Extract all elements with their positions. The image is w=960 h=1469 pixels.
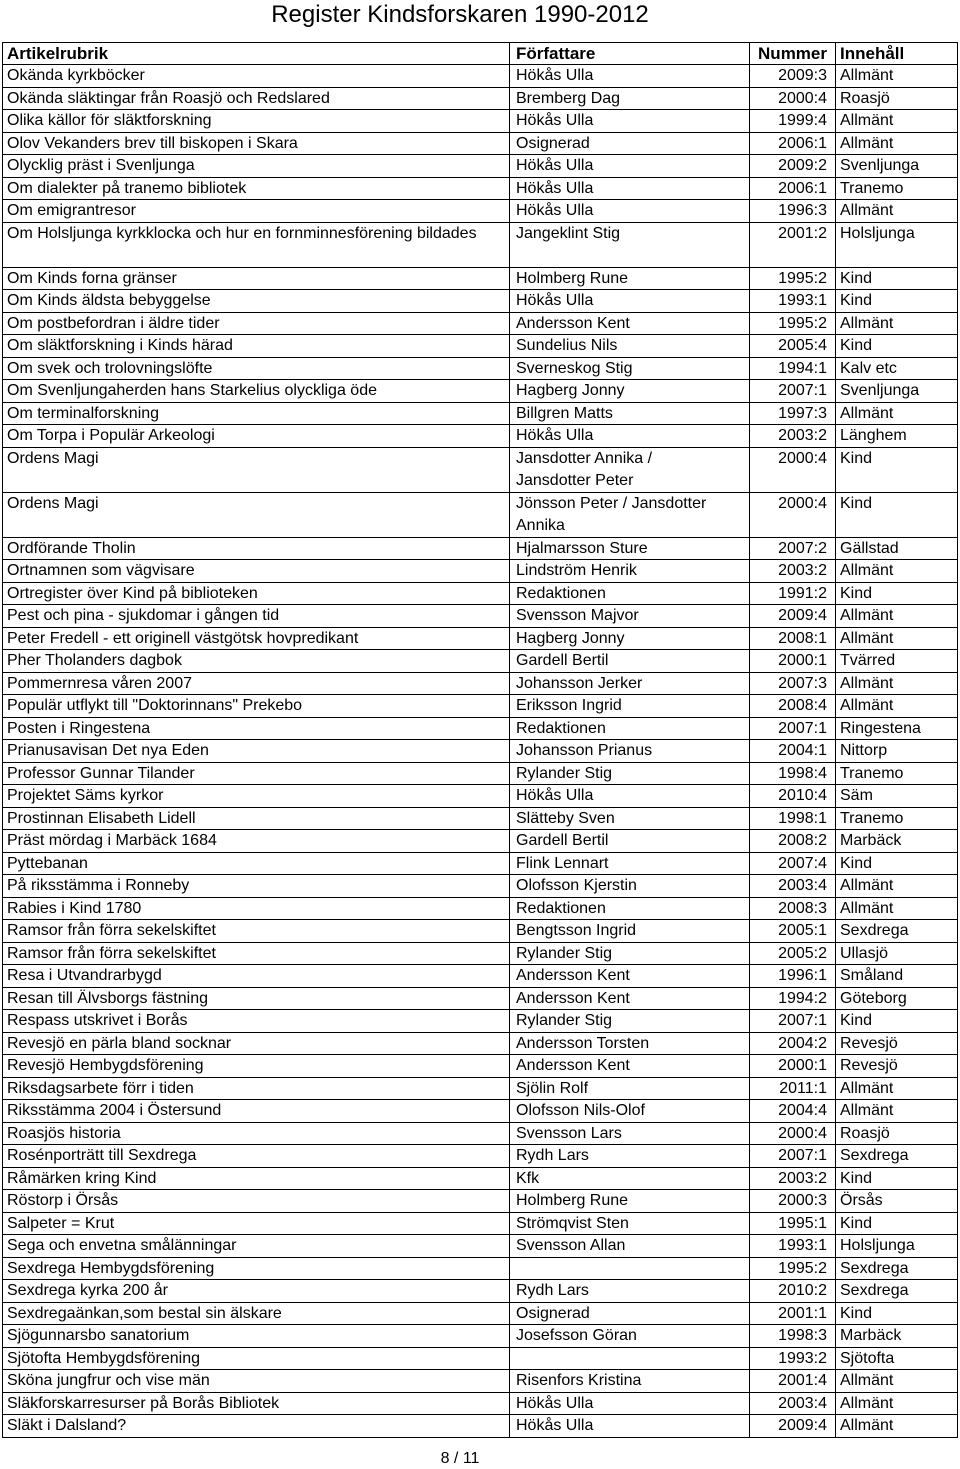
cell-author: Hökås Ulla	[510, 178, 750, 200]
table-row	[2, 1348, 958, 1371]
cell-author: Gardell Bertil	[510, 830, 750, 852]
cell-content: Länghem	[836, 425, 958, 447]
cell-author: Rylander Stig	[510, 763, 750, 785]
cell-author	[510, 1348, 750, 1370]
cell-author: Osignerad	[510, 1303, 750, 1325]
cell-number: 2008:1	[750, 628, 836, 650]
cell-title: Projektet Säms kyrkor	[2, 785, 510, 807]
cell-author: Hjalmarsson Sture	[510, 538, 750, 560]
table-row	[2, 1168, 958, 1191]
cell-content: Allmänt	[836, 875, 958, 897]
cell-author: Olofsson Nils-Olof	[510, 1100, 750, 1122]
cell-author: Eriksson Ingrid	[510, 695, 750, 717]
cell-author: Gardell Bertil	[510, 650, 750, 672]
cell-content: Tranemo	[836, 763, 958, 785]
cell-number: 2000:1	[750, 1055, 836, 1077]
cell-number: 2007:4	[750, 853, 836, 875]
cell-author: Hökås Ulla	[510, 1393, 750, 1415]
cell-number: 1994:1	[750, 358, 836, 380]
table-row	[2, 943, 958, 966]
cell-title: Ortregister över Kind på biblioteken	[2, 583, 510, 605]
cell-title: Präst mördag i Marbäck 1684	[2, 830, 510, 852]
cell-author: Strömqvist Sten	[510, 1213, 750, 1235]
cell-title: Rosénporträtt till Sexdrega	[2, 1145, 510, 1167]
cell-number: 1993:1	[750, 290, 836, 312]
table-row	[2, 358, 958, 381]
cell-content: Nittorp	[836, 740, 958, 762]
table-row	[2, 403, 958, 426]
table-row	[2, 335, 958, 358]
cell-content: Allmänt	[836, 313, 958, 335]
cell-number: 1993:2	[750, 1348, 836, 1370]
cell-number: 1998:1	[750, 808, 836, 830]
cell-author: Jangeklint Stig	[510, 223, 750, 267]
cell-author: Andersson Kent	[510, 313, 750, 335]
cell-author: Hagberg Jonny	[510, 628, 750, 650]
cell-author: Jönsson Peter / Jansdotter Annika	[510, 493, 750, 537]
cell-author: Lindström Henrik	[510, 560, 750, 582]
cell-title: Resa i Utvandrarbygd	[2, 965, 510, 987]
cell-number: 2011:1	[750, 1078, 836, 1100]
cell-number: 2005:4	[750, 335, 836, 357]
cell-title: Röstorp i Örsås	[2, 1190, 510, 1212]
cell-title: Professor Gunnar Tilander	[2, 763, 510, 785]
cell-title: Ordens Magi	[2, 448, 510, 492]
cell-author: Redaktionen	[510, 718, 750, 740]
cell-number: 2000:1	[750, 650, 836, 672]
cell-title: Ordförande Tholin	[2, 538, 510, 560]
cell-author: Sundelius Nils	[510, 335, 750, 357]
cell-author: Andersson Kent	[510, 965, 750, 987]
cell-author: Johansson Jerker	[510, 673, 750, 695]
table-row	[2, 268, 958, 291]
cell-content: Revesjö	[836, 1033, 958, 1055]
cell-number: 1997:3	[750, 403, 836, 425]
table-row	[2, 695, 958, 718]
cell-title: Råmärken kring Kind	[2, 1168, 510, 1190]
table-row	[2, 88, 958, 111]
cell-title: Prostinnan Elisabeth Lidell	[2, 808, 510, 830]
cell-number: 1995:2	[750, 313, 836, 335]
cell-author: Slätteby Sven	[510, 808, 750, 830]
cell-author: Hökås Ulla	[510, 425, 750, 447]
cell-number: 2008:4	[750, 695, 836, 717]
cell-number: 2009:4	[750, 605, 836, 627]
cell-content: Allmänt	[836, 560, 958, 582]
cell-number: 2009:3	[750, 65, 836, 87]
cell-content: Kind	[836, 1213, 958, 1235]
cell-content: Ullasjö	[836, 943, 958, 965]
cell-content: Allmänt	[836, 898, 958, 920]
cell-title: Om Kinds äldsta bebyggelse	[2, 290, 510, 312]
cell-content: Tranemo	[836, 808, 958, 830]
cell-content: Kalv etc	[836, 358, 958, 380]
cell-content: Kind	[836, 1168, 958, 1190]
cell-title: Sexdrega kyrka 200 år	[2, 1280, 510, 1302]
cell-author: Bremberg Dag	[510, 88, 750, 110]
table-row	[2, 1123, 958, 1146]
cell-author: Sjölin Rolf	[510, 1078, 750, 1100]
table-row	[2, 965, 958, 988]
cell-author: Josefsson Göran	[510, 1325, 750, 1347]
cell-title: Olika källor för släktforskning	[2, 110, 510, 132]
table-row	[2, 380, 958, 403]
cell-title: Pest och pina - sjukdomar i gången tid	[2, 605, 510, 627]
cell-title: Respass utskrivet i Borås	[2, 1010, 510, 1032]
table-row	[2, 650, 958, 673]
cell-title: Olov Vekanders brev till biskopen i Skara	[2, 133, 510, 155]
cell-content: Kind	[836, 290, 958, 312]
cell-author: Risenfors Kristina	[510, 1370, 750, 1392]
cell-title: Om terminalforskning	[2, 403, 510, 425]
cell-author: Hagberg Jonny	[510, 380, 750, 402]
table-row	[2, 1213, 958, 1236]
table-row	[2, 65, 958, 88]
cell-author: Flink Lennart	[510, 853, 750, 875]
cell-title: Sexdrega Hembygdsförening	[2, 1258, 510, 1280]
cell-content: Holsljunga	[836, 1235, 958, 1257]
table-row	[2, 583, 958, 606]
column-header-content: Innehåll	[836, 43, 958, 64]
cell-title: Om svek och trolovningslöfte	[2, 358, 510, 380]
cell-number: 2006:1	[750, 178, 836, 200]
cell-title: Posten i Ringestena	[2, 718, 510, 740]
column-header-number: Nummer	[750, 43, 836, 64]
cell-number: 2001:4	[750, 1370, 836, 1392]
cell-content: Revesjö	[836, 1055, 958, 1077]
cell-content: Kind	[836, 1010, 958, 1032]
cell-content: Svenljunga	[836, 155, 958, 177]
cell-title: Om Torpa i Populär Arkeologi	[2, 425, 510, 447]
table-row	[2, 898, 958, 921]
cell-title: Sjögunnarsbo sanatorium	[2, 1325, 510, 1347]
cell-number: 1994:2	[750, 988, 836, 1010]
cell-title: Sköna jungfrur och vise män	[2, 1370, 510, 1392]
cell-title: Om släktforskning i Kinds härad	[2, 335, 510, 357]
cell-number: 2004:1	[750, 740, 836, 762]
cell-number: 2009:2	[750, 155, 836, 177]
cell-content: Sexdrega	[836, 920, 958, 942]
cell-author: Hökås Ulla	[510, 110, 750, 132]
table-row	[2, 223, 958, 268]
cell-number: 1995:2	[750, 268, 836, 290]
cell-author: Bengtsson Ingrid	[510, 920, 750, 942]
cell-title: Sexdregaänkan,som bestal sin älskare	[2, 1303, 510, 1325]
table-row	[2, 785, 958, 808]
cell-author: Holmberg Rune	[510, 268, 750, 290]
cell-author: Rydh Lars	[510, 1145, 750, 1167]
page-number: 8 / 11	[440, 1450, 480, 1467]
cell-title: Om Holsljunga kyrkklocka och hur en fornminnesförening bildades	[2, 223, 510, 267]
table-row	[2, 740, 958, 763]
cell-author: Olofsson Kjerstin	[510, 875, 750, 897]
cell-author: Hökås Ulla	[510, 290, 750, 312]
table-row	[2, 830, 958, 853]
cell-author: Jansdotter Annika / Jansdotter Peter	[510, 448, 750, 492]
column-header-author: Författare	[510, 43, 750, 64]
table-row	[2, 313, 958, 336]
cell-content: Marbäck	[836, 1325, 958, 1347]
cell-title: Ortnamnen som vägvisare	[2, 560, 510, 582]
cell-title: Släkt i Dalsland?	[2, 1415, 510, 1437]
table-row	[2, 763, 958, 786]
cell-number: 2000:4	[750, 88, 836, 110]
cell-author: Hökås Ulla	[510, 1415, 750, 1437]
cell-title: Sega och envetna smålänningar	[2, 1235, 510, 1257]
cell-number: 1993:1	[750, 1235, 836, 1257]
cell-number: 2003:4	[750, 1393, 836, 1415]
cell-number: 2004:4	[750, 1100, 836, 1122]
cell-number: 2007:1	[750, 1145, 836, 1167]
cell-number: 1998:3	[750, 1325, 836, 1347]
cell-content: Ringestena	[836, 718, 958, 740]
cell-title: Om dialekter på tranemo bibliotek	[2, 178, 510, 200]
cell-title: Roasjös historia	[2, 1123, 510, 1145]
cell-author: Sverneskog Stig	[510, 358, 750, 380]
cell-title: Revesjö en pärla bland socknar	[2, 1033, 510, 1055]
table-row	[2, 1280, 958, 1303]
cell-author: Redaktionen	[510, 898, 750, 920]
cell-content: Kind	[836, 268, 958, 290]
cell-title: Om Kinds forna gränser	[2, 268, 510, 290]
cell-number: 2000:3	[750, 1190, 836, 1212]
cell-title: Rabies i Kind 1780	[2, 898, 510, 920]
table-row	[2, 1325, 958, 1348]
table-row	[2, 425, 958, 448]
table-row	[2, 808, 958, 831]
cell-content: Sexdrega	[836, 1258, 958, 1280]
cell-content: Kind	[836, 448, 958, 492]
cell-title: Okända kyrkböcker	[2, 65, 510, 87]
cell-number: 2003:2	[750, 560, 836, 582]
cell-content: Roasjö	[836, 1123, 958, 1145]
cell-content: Allmänt	[836, 133, 958, 155]
cell-content: Kind	[836, 583, 958, 605]
cell-author: Andersson Kent	[510, 1055, 750, 1077]
table-row	[2, 1190, 958, 1213]
cell-title: Pher Tholanders dagbok	[2, 650, 510, 672]
cell-number: 1998:4	[750, 763, 836, 785]
cell-author: Svensson Majvor	[510, 605, 750, 627]
table-row	[2, 538, 958, 561]
cell-content: Göteborg	[836, 988, 958, 1010]
table-row	[2, 718, 958, 741]
cell-author: Svensson Lars	[510, 1123, 750, 1145]
cell-title: På riksstämma i Ronneby	[2, 875, 510, 897]
cell-content: Sjötofta	[836, 1348, 958, 1370]
table-row	[2, 1370, 958, 1393]
cell-content: Allmänt	[836, 1415, 958, 1437]
cell-author: Kfk	[510, 1168, 750, 1190]
cell-title: Revesjö Hembygdsförening	[2, 1055, 510, 1077]
table-header-row	[2, 42, 958, 65]
table-row	[2, 853, 958, 876]
cell-content: Kind	[836, 853, 958, 875]
cell-content: Sexdrega	[836, 1280, 958, 1302]
table-row	[2, 1258, 958, 1281]
article-register-table	[2, 42, 958, 1438]
cell-author: Rylander Stig	[510, 943, 750, 965]
cell-number: 1995:1	[750, 1213, 836, 1235]
table-row	[2, 290, 958, 313]
cell-number: 1995:2	[750, 1258, 836, 1280]
cell-title: Populär utflykt till "Doktorinnans" Prekebo	[2, 695, 510, 717]
cell-content: Tranemo	[836, 178, 958, 200]
cell-author: Rydh Lars	[510, 1280, 750, 1302]
cell-content: Allmänt	[836, 673, 958, 695]
table-row	[2, 1393, 958, 1416]
cell-content: Allmänt	[836, 1370, 958, 1392]
cell-number: 2007:2	[750, 538, 836, 560]
cell-number: 2005:2	[750, 943, 836, 965]
table-row	[2, 1100, 958, 1123]
table-row	[2, 1055, 958, 1078]
cell-author: Svensson Allan	[510, 1235, 750, 1257]
cell-author: Johansson Prianus	[510, 740, 750, 762]
cell-number: 2000:4	[750, 1123, 836, 1145]
cell-title: Ramsor från förra sekelskiftet	[2, 943, 510, 965]
table-row	[2, 605, 958, 628]
table-row	[2, 448, 958, 493]
cell-number: 2001:1	[750, 1303, 836, 1325]
cell-number: 2007:1	[750, 380, 836, 402]
cell-number: 2008:2	[750, 830, 836, 852]
cell-title: Om emigrantresor	[2, 200, 510, 222]
cell-number: 2007:1	[750, 1010, 836, 1032]
cell-number: 2007:3	[750, 673, 836, 695]
cell-author: Billgren Matts	[510, 403, 750, 425]
table-row	[2, 628, 958, 651]
table-row	[2, 988, 958, 1011]
cell-content: Allmänt	[836, 1393, 958, 1415]
cell-number: 2004:2	[750, 1033, 836, 1055]
column-header-title: Artikelrubrik	[2, 43, 510, 64]
table-row	[2, 1303, 958, 1326]
cell-title: Släkforskarresurser på Borås Bibliotek	[2, 1393, 510, 1415]
cell-number: 1991:2	[750, 583, 836, 605]
cell-title: Riksstämma 2004 i Östersund	[2, 1100, 510, 1122]
cell-title: Ordens Magi	[2, 493, 510, 537]
table-row	[2, 1010, 958, 1033]
cell-number: 2003:2	[750, 425, 836, 447]
cell-title: Riksdagsarbete förr i tiden	[2, 1078, 510, 1100]
table-row	[2, 1235, 958, 1258]
table-row	[2, 133, 958, 156]
cell-content: Allmänt	[836, 403, 958, 425]
cell-number: 2000:4	[750, 448, 836, 492]
cell-title: Peter Fredell - ett originell västgötsk hovpredikant	[2, 628, 510, 650]
cell-number: 2006:1	[750, 133, 836, 155]
cell-number: 2005:1	[750, 920, 836, 942]
cell-author: Hökås Ulla	[510, 200, 750, 222]
table-row	[2, 1145, 958, 1168]
cell-number: 2001:2	[750, 223, 836, 267]
table-row	[2, 200, 958, 223]
cell-number: 2003:2	[750, 1168, 836, 1190]
cell-title: Om Svenljungaherden hans Starkelius olyckliga öde	[2, 380, 510, 402]
cell-content: Holsljunga	[836, 223, 958, 267]
cell-number: 1996:3	[750, 200, 836, 222]
cell-content: Allmänt	[836, 695, 958, 717]
table-row	[2, 920, 958, 943]
cell-author: Rylander Stig	[510, 1010, 750, 1032]
cell-author: Hökås Ulla	[510, 155, 750, 177]
cell-content: Allmänt	[836, 1078, 958, 1100]
cell-number: 2010:4	[750, 785, 836, 807]
cell-title: Okända släktingar från Roasjö och Redslared	[2, 88, 510, 110]
table-row	[2, 560, 958, 583]
table-row	[2, 155, 958, 178]
cell-content: Kind	[836, 1303, 958, 1325]
cell-number: 2000:4	[750, 493, 836, 537]
cell-title: Olycklig präst i Svenljunga	[2, 155, 510, 177]
cell-content: Säm	[836, 785, 958, 807]
cell-content: Kind	[836, 335, 958, 357]
cell-content: Roasjö	[836, 88, 958, 110]
cell-author	[510, 1258, 750, 1280]
cell-content: Tvärred	[836, 650, 958, 672]
cell-content: Örsås	[836, 1190, 958, 1212]
cell-author: Redaktionen	[510, 583, 750, 605]
cell-title: Prianusavisan Det nya Eden	[2, 740, 510, 762]
cell-author: Andersson Torsten	[510, 1033, 750, 1055]
cell-content: Småland	[836, 965, 958, 987]
cell-title: Pommernresa våren 2007	[2, 673, 510, 695]
cell-number: 2010:2	[750, 1280, 836, 1302]
cell-title: Salpeter = Krut	[2, 1213, 510, 1235]
cell-author: Hökås Ulla	[510, 65, 750, 87]
cell-title: Resan till Älvsborgs fästning	[2, 988, 510, 1010]
cell-number: 2009:4	[750, 1415, 836, 1437]
cell-content: Svenljunga	[836, 380, 958, 402]
cell-content: Kind	[836, 493, 958, 537]
cell-author: Andersson Kent	[510, 988, 750, 1010]
table-row	[2, 1033, 958, 1056]
cell-content: Allmänt	[836, 200, 958, 222]
cell-content: Sexdrega	[836, 1145, 958, 1167]
cell-number: 1996:1	[750, 965, 836, 987]
cell-content: Marbäck	[836, 830, 958, 852]
table-row	[2, 1078, 958, 1101]
cell-number: 2007:1	[750, 718, 836, 740]
cell-title: Pyttebanan	[2, 853, 510, 875]
table-row	[2, 178, 958, 201]
table-row	[2, 110, 958, 133]
cell-content: Allmänt	[836, 628, 958, 650]
cell-number: 2008:3	[750, 898, 836, 920]
table-row	[2, 493, 958, 538]
cell-author: Hökås Ulla	[510, 785, 750, 807]
table-row	[2, 875, 958, 898]
cell-content: Allmänt	[836, 605, 958, 627]
cell-content: Gällstad	[836, 538, 958, 560]
page-title: Register Kindsforskaren 1990-2012	[271, 1, 649, 28]
table-row	[2, 1415, 958, 1438]
cell-title: Om postbefordran i äldre tider	[2, 313, 510, 335]
cell-number: 1999:4	[750, 110, 836, 132]
cell-author: Holmberg Rune	[510, 1190, 750, 1212]
cell-author: Osignerad	[510, 133, 750, 155]
cell-number: 2003:4	[750, 875, 836, 897]
cell-content: Allmänt	[836, 110, 958, 132]
cell-title: Sjötofta Hembygdsförening	[2, 1348, 510, 1370]
cell-title: Ramsor från förra sekelskiftet	[2, 920, 510, 942]
cell-content: Allmänt	[836, 1100, 958, 1122]
cell-content: Allmänt	[836, 65, 958, 87]
table-row	[2, 673, 958, 696]
